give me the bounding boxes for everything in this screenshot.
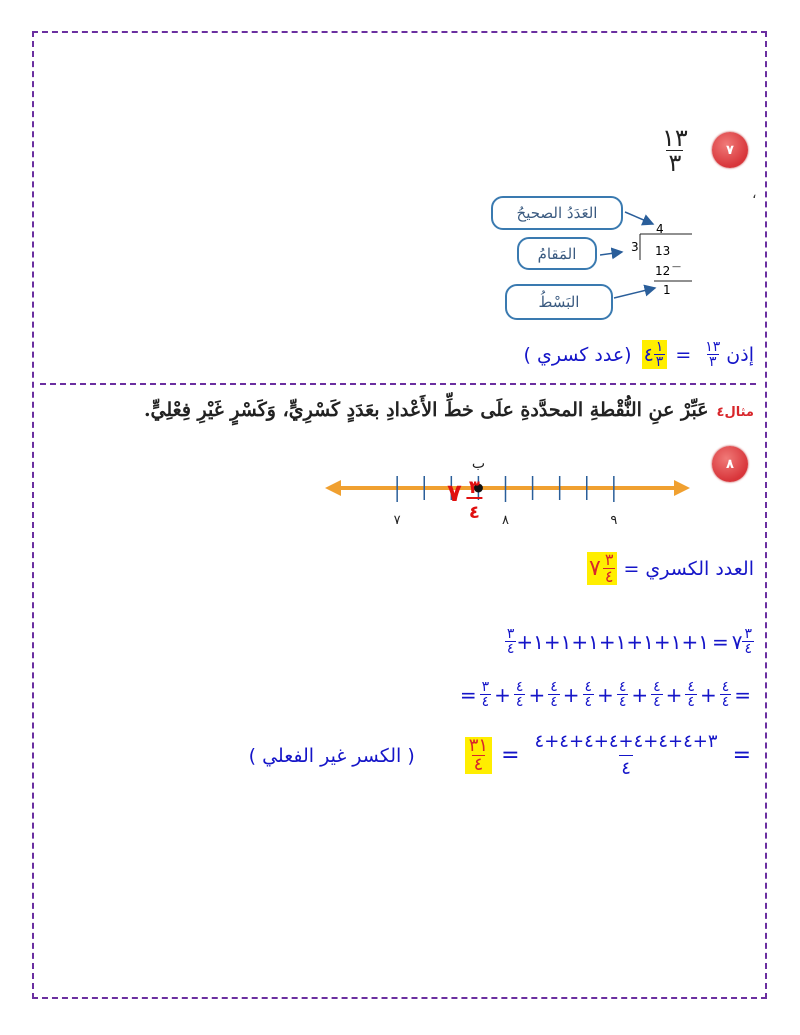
quotient: 4: [656, 222, 664, 236]
mixed-den: ٣: [655, 354, 664, 370]
mixed-den: ٤: [604, 567, 614, 586]
numerator-box: [505, 284, 613, 320]
exercise-8-badge: [712, 446, 748, 482]
term-num: ٤: [721, 679, 730, 695]
remainder: 1: [663, 283, 671, 297]
result-frac-den: ٣: [709, 354, 717, 370]
exercise-7-badge: [712, 132, 748, 168]
subtrahend: 12: [655, 264, 671, 278]
term-den: ٤: [584, 694, 593, 710]
operator: +: [562, 682, 580, 707]
badge-number: ٨: [726, 456, 734, 472]
exercise-7-fraction: [660, 126, 690, 175]
term-den: ٤: [550, 694, 558, 710]
divisor: 3: [631, 240, 639, 254]
instruction-line: [144, 399, 754, 421]
ones-sum: ١+١+١+١+١+١+١+: [516, 629, 709, 654]
badge-number: ٧: [726, 142, 734, 158]
denominator-box: [517, 237, 597, 270]
term-den: ٤: [481, 694, 490, 710]
point-label: ب: [471, 456, 486, 472]
number-line: [310, 445, 710, 535]
term-fraction: [480, 680, 492, 709]
tick-label: ٧: [393, 513, 401, 528]
numerator-label: البَسْطُ: [538, 293, 580, 311]
mixed-whole: ٧: [589, 556, 601, 581]
denominator-label: المَقامُ: [537, 244, 577, 263]
term-num: ٤: [515, 679, 524, 695]
right-arrowhead: [674, 480, 690, 496]
lhs-num: ٣: [744, 626, 752, 642]
mixed-num: ١: [655, 339, 664, 355]
term-den: ٤: [721, 694, 730, 710]
improper-note: ( الكسر غير الفعلي ): [248, 744, 415, 767]
stray-mark: ،: [752, 186, 757, 202]
term-fraction: [617, 680, 629, 709]
lhs-whole: ٧: [731, 629, 743, 654]
operator: +: [665, 682, 683, 707]
instruction-text: عَبِّرْ عنِ النُّقْطةِ المحدَّدةِ علَى خطِّ الأَعْدادِ بعَدَدٍ كَسْرِيٍّ، وَكَسْرٍ غَيْرِ فِعْلِيٍّ.: [143, 399, 709, 421]
operator: +: [597, 682, 614, 707]
mixed-number-line: [587, 552, 754, 585]
equals: =: [734, 682, 751, 707]
operator: +: [528, 682, 546, 707]
tick-label: ٩: [610, 513, 618, 528]
term-num: ٤: [618, 679, 627, 695]
mixed-number-highlight: [587, 552, 617, 585]
term-den: ٤: [687, 694, 695, 710]
operator: =: [459, 682, 477, 707]
fraction-numerator: ١٣: [662, 124, 688, 152]
term-num: ٣: [481, 679, 490, 695]
result-note: (عدد كسري ): [523, 343, 632, 366]
improper-num: ٣١: [468, 735, 489, 756]
whole-number-label: العَدَدُ الصحيحُ: [516, 204, 598, 222]
improper-den: ٤: [473, 754, 484, 775]
result-frac-num: ١٣: [705, 339, 721, 355]
equals: =: [711, 629, 729, 654]
term-num: ٤: [687, 679, 695, 695]
lhs-den: ٤: [744, 641, 752, 657]
tail-num: ٣: [506, 626, 515, 642]
operator: +: [631, 682, 649, 707]
term-fraction: [651, 680, 663, 709]
term-num: ٤: [550, 679, 558, 695]
tail-den: ٤: [506, 641, 515, 657]
term-fraction: [583, 680, 595, 709]
mixed-whole: ٤: [643, 343, 654, 366]
left-arrowhead: [325, 480, 341, 496]
mixed-num: ٣: [604, 550, 614, 569]
improper-fraction-highlight: [465, 737, 492, 774]
operator: +: [699, 682, 717, 707]
section-divider: [40, 383, 756, 385]
term-fraction: [514, 680, 526, 709]
expansion-line-2: [457, 680, 754, 709]
term-fraction: [720, 680, 732, 709]
term-num: ٤: [653, 679, 661, 695]
annotation-num: ٣: [468, 477, 480, 498]
annotation-whole: ٧: [447, 479, 462, 507]
mixed-label: العدد الكسري =: [623, 557, 754, 580]
term-fraction: [548, 680, 560, 709]
term-num: ٤: [584, 679, 593, 695]
term-den: ٤: [653, 694, 661, 710]
term-den: ٤: [618, 694, 627, 710]
result-equals: =: [675, 343, 692, 366]
fraction-denominator: ٣: [668, 149, 682, 177]
big-numerator: ٣+٤+٤+٤+٤+٤+٤+٤: [534, 731, 718, 752]
dividend: 13: [655, 244, 671, 258]
operator: +: [494, 682, 511, 707]
big-denominator: ٤: [619, 755, 633, 778]
annotation-den: ٤: [468, 502, 480, 523]
result-mixed-number: [642, 340, 668, 369]
term-den: ٤: [515, 694, 524, 710]
result-prefix: إذن: [726, 343, 754, 366]
section7-result: [524, 340, 754, 369]
expansion-line-3: [249, 733, 754, 778]
minus-sign: —: [672, 262, 681, 272]
equals: =: [501, 743, 520, 768]
tick-label: ٨: [502, 513, 509, 528]
expansion-line-1: [505, 627, 754, 656]
term-fraction: [685, 680, 697, 709]
equals: =: [732, 743, 751, 768]
example-label: مثال٤: [716, 405, 754, 420]
